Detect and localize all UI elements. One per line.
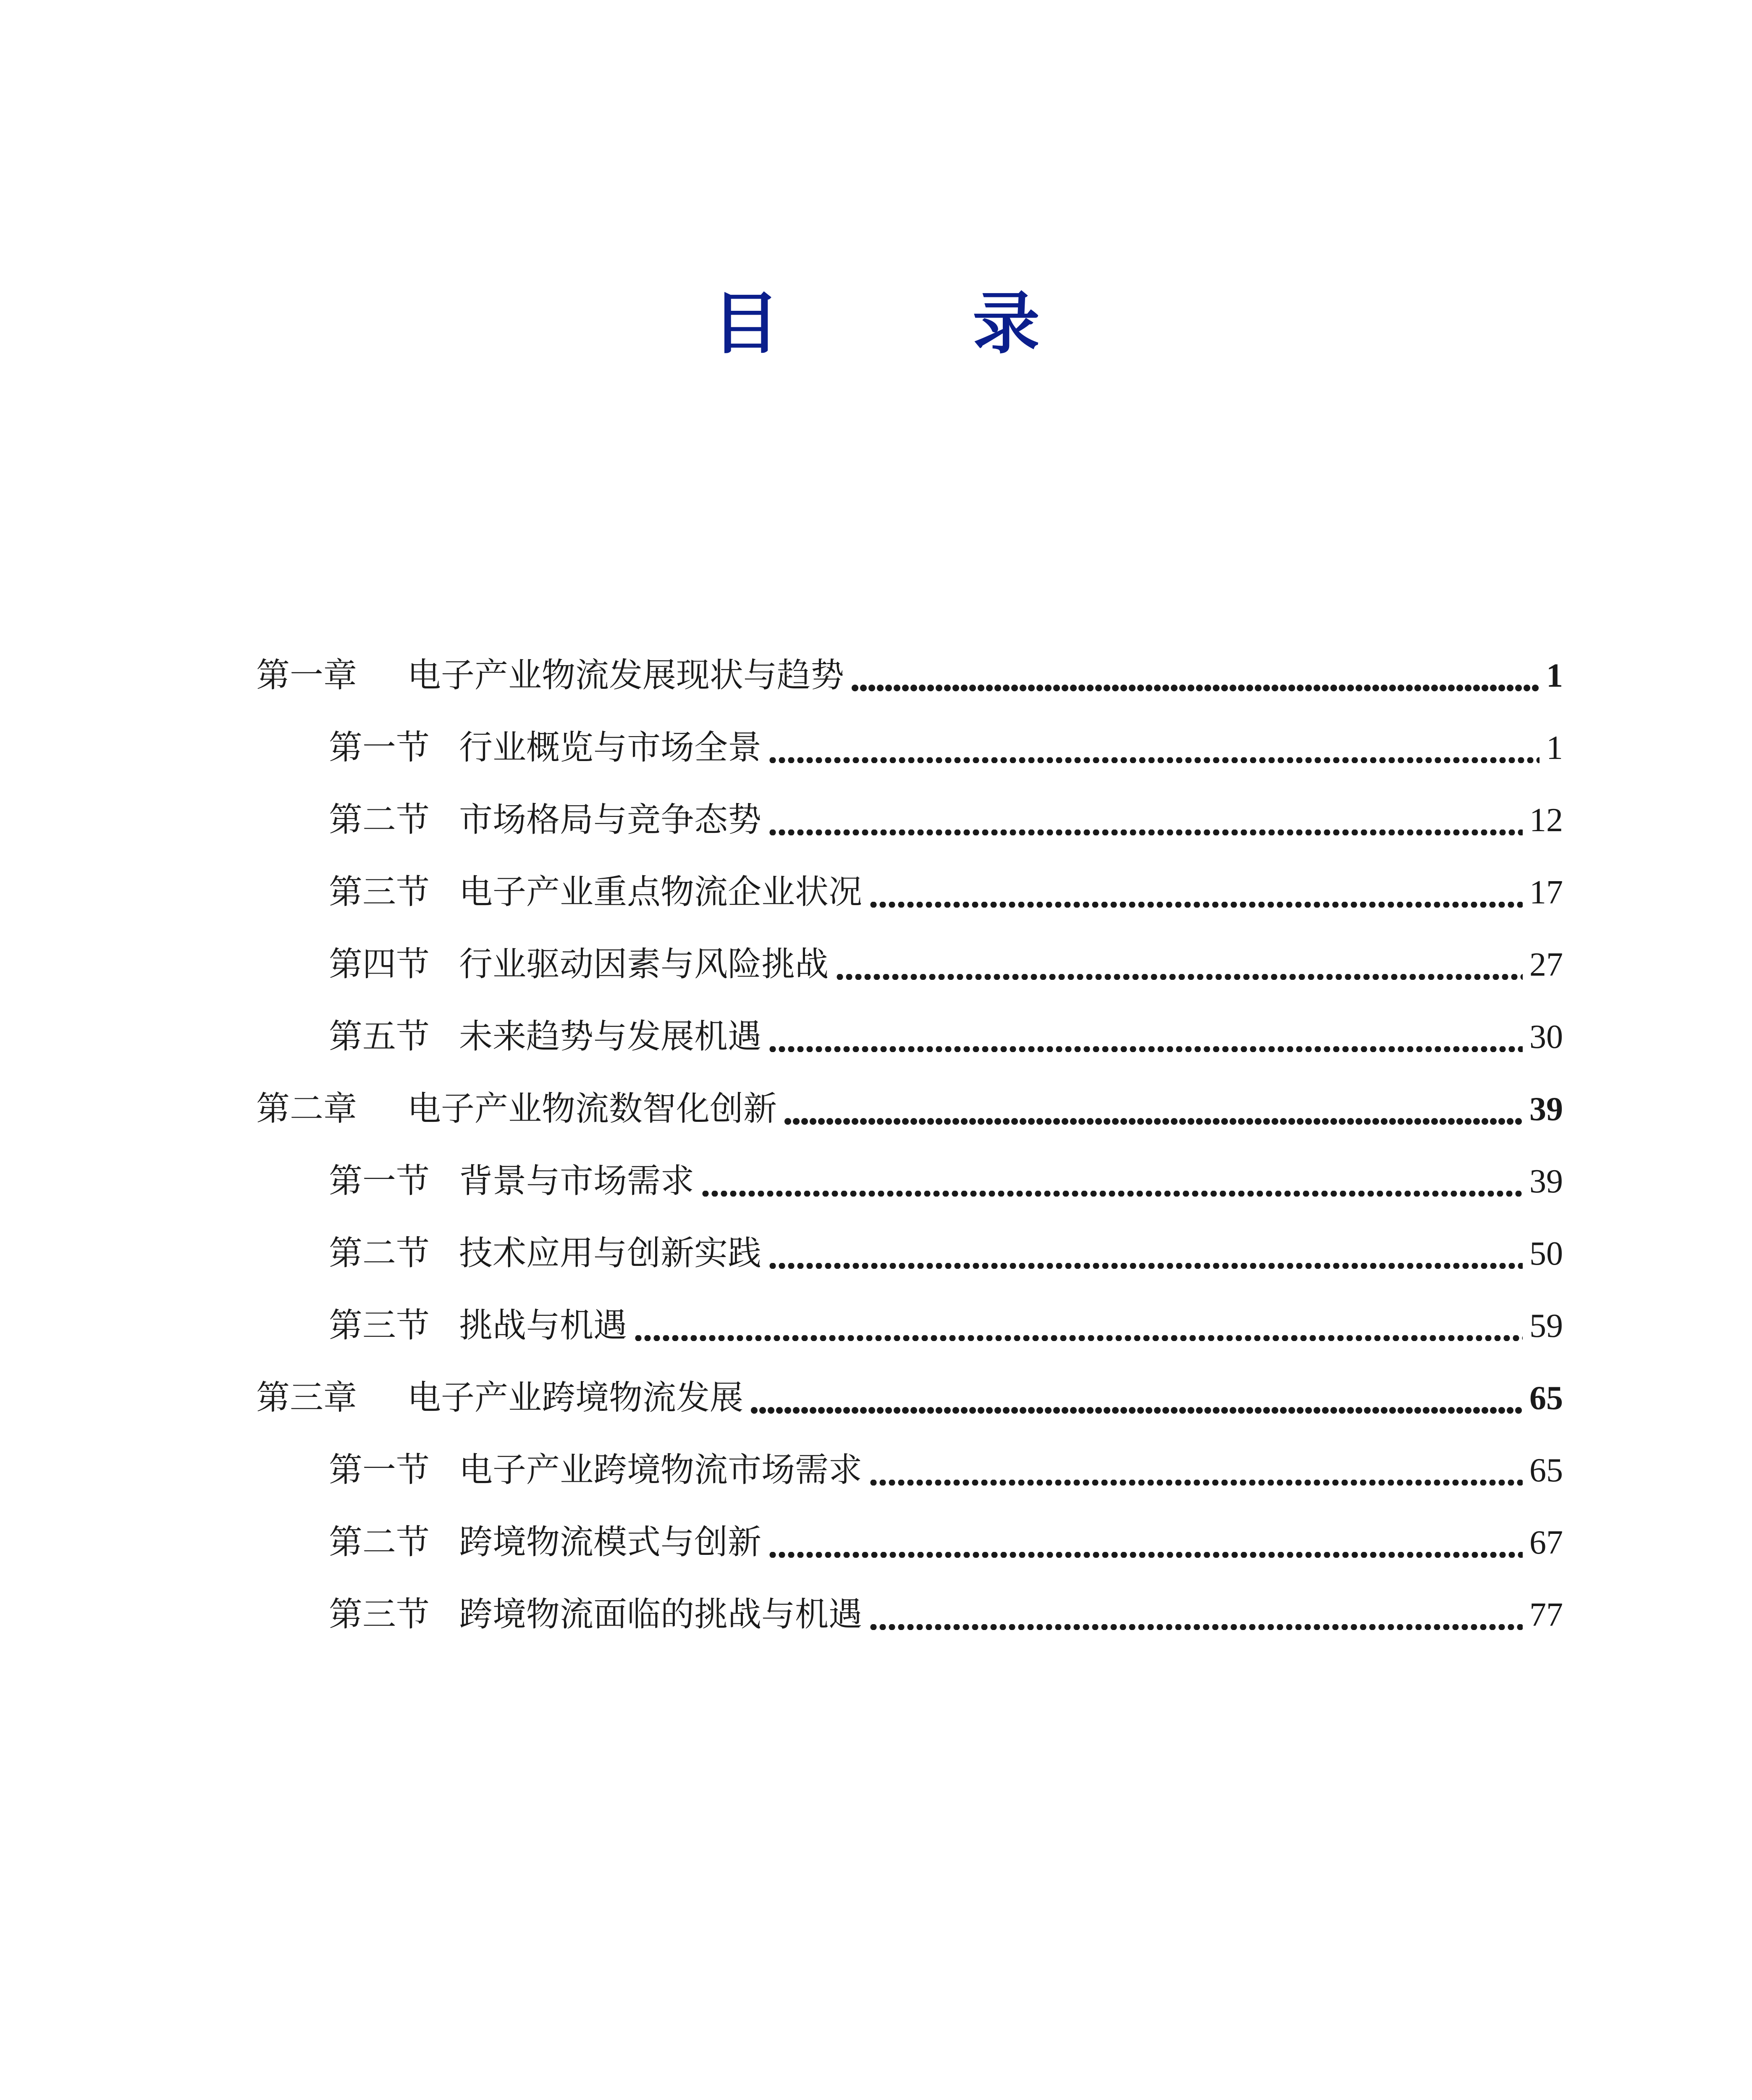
toc-entry-number: 第三节 — [329, 1595, 430, 1634]
toc-entry-title: 行业概览与市场全景 — [459, 728, 761, 767]
toc-entry-page: 67 — [1529, 1524, 1563, 1561]
toc-entry-page: 1 — [1546, 657, 1563, 694]
toc-entry-number: 第三节 — [329, 1306, 430, 1345]
toc-entry-number: 第四节 — [329, 945, 430, 984]
dot-leader — [869, 1624, 1523, 1630]
toc-entry-number: 第二节 — [329, 1234, 430, 1273]
toc-entry-page: 65 — [1529, 1452, 1563, 1489]
toc-section-2-3[interactable] — [329, 1300, 1563, 1351]
page-title: 目 录 — [712, 284, 1103, 363]
toc-entry-page: 50 — [1529, 1235, 1563, 1272]
toc-section-1-4[interactable] — [329, 939, 1563, 990]
toc-section-2-2[interactable] — [329, 1228, 1563, 1278]
toc-section-1-2[interactable] — [329, 795, 1563, 845]
toc-entry-title: 电子产业重点物流企业状况 — [459, 872, 862, 911]
toc-entry-page: 39 — [1529, 1091, 1563, 1128]
dot-leader — [835, 974, 1523, 980]
toc-section-3-2[interactable] — [329, 1517, 1563, 1567]
dot-leader — [768, 757, 1540, 763]
toc-entry-title: 背景与市场需求 — [459, 1161, 694, 1200]
toc-entry-page: 1 — [1546, 730, 1563, 766]
toc-entry-page: 30 — [1529, 1018, 1563, 1055]
toc-entry-page: 77 — [1529, 1596, 1563, 1633]
dot-leader — [768, 1046, 1523, 1052]
dot-leader — [768, 1552, 1523, 1558]
toc-section-3-3[interactable] — [329, 1589, 1563, 1640]
toc-entry-title: 电子产业物流发展现状与趋势 — [407, 656, 844, 695]
toc-entry-title: 行业驱动因素与风险挑战 — [459, 945, 829, 984]
toc-chapter-3[interactable] — [256, 1373, 1563, 1423]
toc-entry-page: 27 — [1529, 946, 1563, 983]
toc-entry-number: 第二节 — [329, 1522, 430, 1562]
toc-chapter-1[interactable] — [256, 650, 1563, 701]
dot-leader — [768, 1263, 1523, 1269]
toc-section-2-1[interactable] — [329, 1156, 1563, 1206]
dot-leader — [634, 1335, 1523, 1341]
toc-entry-title: 挑战与机遇 — [459, 1306, 627, 1345]
dot-leader — [851, 685, 1540, 691]
toc-entry-title: 跨境物流模式与创新 — [459, 1522, 761, 1562]
toc-entry-number: 第一节 — [329, 1161, 430, 1200]
toc-entry-number: 第一节 — [329, 728, 430, 767]
toc-entry-number: 第二节 — [329, 800, 430, 839]
toc-section-3-1[interactable] — [329, 1445, 1563, 1495]
toc-entry-page: 12 — [1529, 802, 1563, 839]
toc-entry-page: 17 — [1529, 874, 1563, 911]
toc-entry-title: 跨境物流面临的挑战与机遇 — [459, 1595, 862, 1634]
toc-entry-number: 第三章 — [256, 1378, 357, 1417]
toc-entry-number: 第三节 — [329, 872, 430, 911]
dot-leader — [869, 902, 1523, 908]
dot-leader — [784, 1118, 1523, 1125]
toc-entry-title: 技术应用与创新实践 — [459, 1234, 761, 1273]
toc-entry-number: 第一章 — [256, 656, 357, 695]
toc-section-1-1[interactable] — [329, 722, 1563, 773]
dot-leader — [701, 1191, 1523, 1197]
toc-entry-title: 电子产业物流数智化创新 — [407, 1089, 777, 1128]
dot-leader — [750, 1407, 1523, 1414]
toc-entry-number: 第二章 — [256, 1089, 357, 1128]
toc-entry-title: 电子产业跨境物流市场需求 — [459, 1450, 862, 1489]
toc-entry-number: 第五节 — [329, 1017, 430, 1056]
toc-entry-page: 59 — [1529, 1307, 1563, 1344]
toc-entry-title: 市场格局与竞争态势 — [459, 800, 761, 839]
dot-leader — [869, 1480, 1523, 1486]
toc-chapter-2[interactable] — [256, 1084, 1563, 1134]
toc-entry-number: 第一节 — [329, 1450, 430, 1489]
toc-entry-page: 39 — [1529, 1163, 1563, 1200]
dot-leader — [768, 830, 1523, 835]
toc-entry-page: 65 — [1529, 1380, 1563, 1417]
toc-section-1-3[interactable] — [329, 867, 1563, 917]
toc-entry-title: 电子产业跨境物流发展 — [407, 1378, 743, 1417]
toc-section-1-5[interactable] — [329, 1011, 1563, 1062]
toc-entry-title: 未来趋势与发展机遇 — [459, 1017, 761, 1056]
